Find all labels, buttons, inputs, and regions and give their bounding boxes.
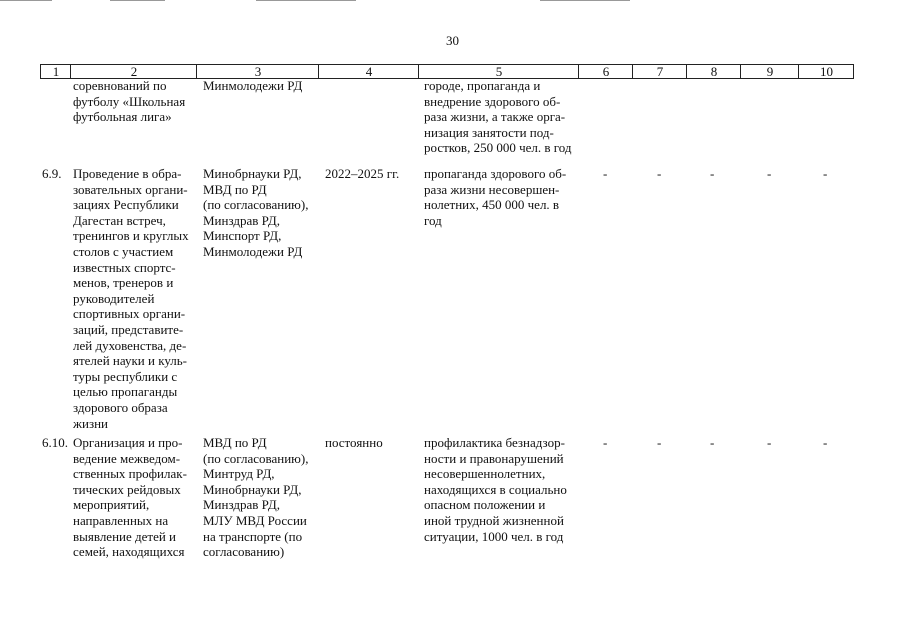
funding-cell-6: - <box>603 166 608 181</box>
funding-cell-10: - <box>823 166 828 181</box>
page-number: 30 <box>446 33 459 48</box>
period: постоянно <box>325 435 383 450</box>
executors: МВД по РД (по согласованию), Минтруд РД, Минобрнауки РД, Минздрав РД, МЛУ МВД России на транспорте (по согласованию) <box>203 435 309 560</box>
scan-edge-mark <box>256 0 356 1</box>
expected-result: городе, пропаганда и внедрение здорового об- раза жизни, а также орга- низация занятости под- ростков, 250 000 чел. в год <box>424 78 572 156</box>
funding-cell-7: - <box>657 435 662 450</box>
expected-result: профилактика безнадзор- ности и правонарушений несовершеннолетних, находящихся в социально опасном положении и иной трудной жизненной ситуации, 1000 чел. в год <box>424 435 567 544</box>
header-right-border <box>853 65 854 79</box>
period: 2022–2025 гг. <box>325 166 400 181</box>
funding-cell-7: - <box>657 166 662 181</box>
measure-name: соревнований по футболу «Школьная футбольная лига» <box>73 78 186 125</box>
funding-cell-10: - <box>823 435 828 450</box>
measure-name: Организация и про- ведение межведом- ственных профилак- тических рейдовых мероприятий, направленных на выявление детей и семей, находящихся <box>73 435 187 560</box>
executors: Минмолодежи РД <box>203 78 303 93</box>
column-header-8: 8 <box>686 65 741 78</box>
scan-edge-mark <box>540 0 630 1</box>
expected-result: пропаганда здорового об- раза жизни несовершен- нолетних, 450 000 чел. в год <box>424 166 567 228</box>
funding-cell-6: - <box>603 435 608 450</box>
column-header-6: 6 <box>578 65 633 78</box>
column-header-3: 3 <box>196 65 319 78</box>
column-header-10: 10 <box>798 65 854 78</box>
column-header-4: 4 <box>318 65 419 78</box>
funding-cell-8: - <box>710 435 715 450</box>
measure-name: Проведение в обра- зовательных органи- зациях Республики Дагестан встреч, тренингов и круглых столов с участием известных спортс- менов, тренеров и руководителей спортивных органи- заций, представите- лей духовенства, де- ятелей науки и куль- туры республики с целью пропаганды здорового образа жизни <box>73 166 189 431</box>
funding-cell-8: - <box>710 166 715 181</box>
scan-edge-mark <box>110 0 165 1</box>
funding-cell-9: - <box>767 166 772 181</box>
column-header-7: 7 <box>632 65 687 78</box>
scan-edge-mark <box>0 0 52 1</box>
column-header-2: 2 <box>70 65 197 78</box>
column-header-9: 9 <box>740 65 799 78</box>
column-header-5: 5 <box>418 65 579 78</box>
column-header-1: 1 <box>40 65 71 78</box>
row-number: 6.10. <box>42 435 68 450</box>
row-number: 6.9. <box>42 166 62 181</box>
executors: Минобрнауки РД, МВД по РД (по согласованию), Минздрав РД, Минспорт РД, Минмолодежи РД <box>203 166 309 259</box>
funding-cell-9: - <box>767 435 772 450</box>
